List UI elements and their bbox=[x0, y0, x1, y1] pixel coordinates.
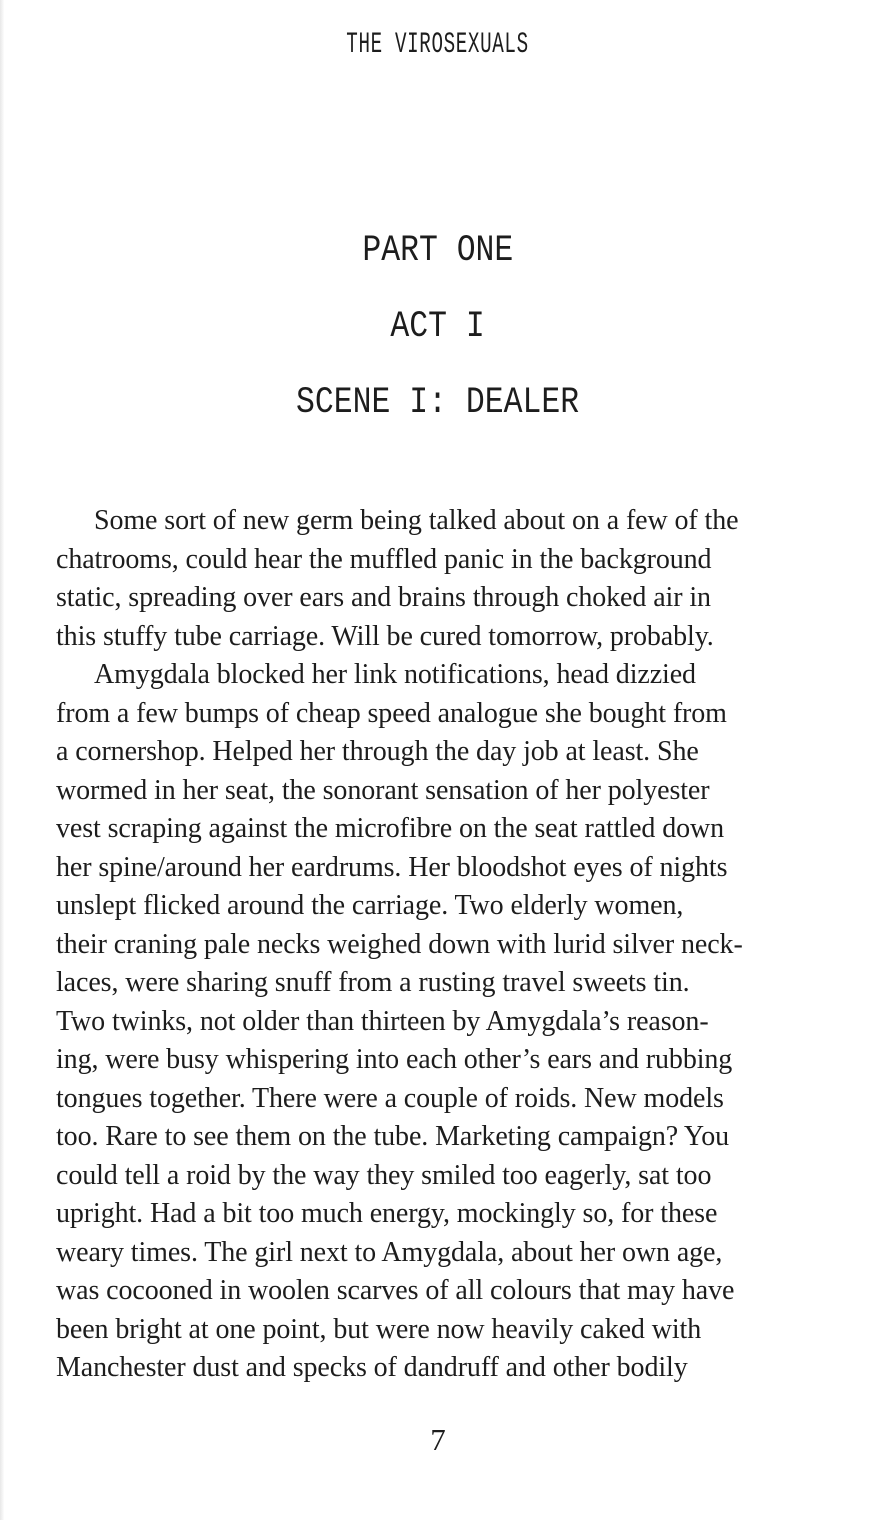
heading-act-text: ACT I bbox=[390, 306, 486, 348]
body-line: static, spreading over ears and brains through choked air in bbox=[56, 582, 711, 613]
body-line: too. Rare to see them on the tube. Marketing campaign? You bbox=[56, 1121, 730, 1152]
running-header-title: THE VIROSEXUALS bbox=[346, 28, 530, 62]
heading-part-text: PART ONE bbox=[362, 230, 514, 272]
body-line: Some sort of new germ being talked about on a few of the bbox=[94, 505, 739, 536]
body-line: wormed in her seat, the sonorant sensation of her polyester bbox=[56, 774, 710, 806]
body-line: Manchester dust and specks of dandruff and other bodily bbox=[56, 1352, 688, 1383]
body-line: a cornershop. Helped her through the day job at least. She bbox=[56, 736, 699, 767]
body-line: this stuffy tube carriage. Will be cured tomorrow, probably. bbox=[56, 620, 714, 652]
body-paragraph bbox=[56, 656, 822, 1388]
body-line: laces, were sharing snuff from a rusting travel sweets tin. bbox=[56, 967, 690, 998]
body-line: weary times. The girl next to Amygdala, about her own age, bbox=[56, 1236, 723, 1268]
heading-scene bbox=[0, 382, 876, 424]
body-line: chatrooms, could hear the muffled panic in the background bbox=[56, 543, 712, 575]
body-line: their craning pale necks weighed down with lurid silver neck- bbox=[56, 928, 743, 960]
heading-part bbox=[0, 230, 876, 272]
body-line: Two twinks, not older than thirteen by Amygdala’s reason- bbox=[56, 1005, 709, 1037]
body-line: vest scraping against the microfibre on the seat rattled down bbox=[56, 813, 725, 844]
body-line: unslept flicked around the carriage. Two elderly women, bbox=[56, 890, 684, 921]
body-line: Amygdala blocked her link notifications, head dizzied bbox=[94, 659, 696, 690]
body-line: could tell a roid by the way they smiled too eagerly, sat too bbox=[56, 1159, 712, 1191]
body-line: ing, were busy whispering into each other’s ears and rubbing bbox=[56, 1044, 733, 1075]
body-line: been bright at one point, but were now heavily caked with bbox=[56, 1313, 702, 1345]
body-paragraph bbox=[56, 502, 822, 656]
page-edge-shadow bbox=[0, 0, 4, 1520]
body-text bbox=[56, 502, 822, 1388]
body-line: her spine/around her eardrums. Her bloodshot eyes of nights bbox=[56, 851, 728, 883]
heading-scene-text: SCENE I: DEALER bbox=[296, 382, 580, 424]
heading-act bbox=[0, 306, 876, 348]
running-header bbox=[0, 30, 876, 60]
body-line: from a few bumps of cheap speed analogue she bought from bbox=[56, 697, 727, 729]
body-line: upright. Had a bit too much energy, mockingly so, for these bbox=[56, 1198, 718, 1229]
page-number: 7 bbox=[430, 1422, 446, 1457]
body-line: was cocooned in woolen scarves of all colours that may have bbox=[56, 1275, 735, 1306]
body-line: tongues together. There were a couple of roids. New models bbox=[56, 1082, 724, 1114]
